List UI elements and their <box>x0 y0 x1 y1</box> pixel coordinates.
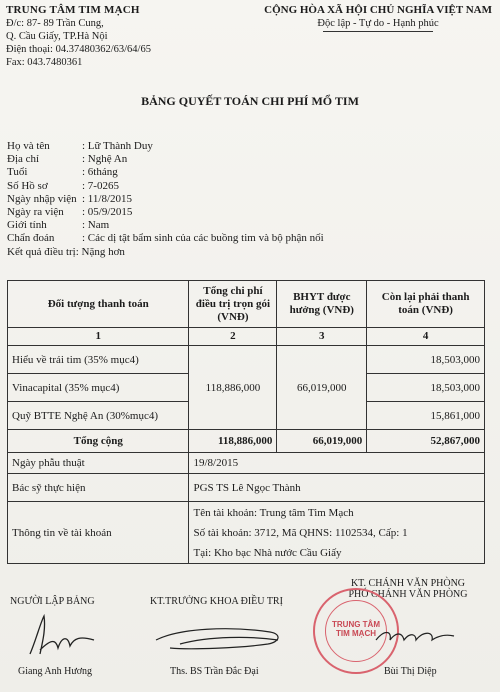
info-row <box>7 166 324 179</box>
stamp-line: TRUNG TÂM <box>332 620 380 629</box>
column-number: 4 <box>367 328 485 346</box>
org-phone: Điện thoại: 04.37480362/63/64/65 <box>6 44 151 55</box>
nation-motto: Độc lập - Tự do - Hạnh phúc <box>317 18 439 29</box>
info-value: : Nghệ An <box>82 153 128 166</box>
head-name: Ths. BS Trần Đắc Đại <box>170 666 259 677</box>
column-header: Đối tượng thanh toán <box>8 281 189 328</box>
column-header: BHYT được hưởng (VNĐ) <box>277 281 367 328</box>
payer-name: Vinacapital (35% mục4) <box>8 374 189 402</box>
insurance-cell: 66,019,000 <box>277 346 367 430</box>
info-label: Ngày nhập viện <box>7 192 77 205</box>
organization-header <box>6 4 151 69</box>
total-label: Tổng cộng <box>8 430 189 453</box>
office-signature <box>370 622 460 652</box>
info-label: Ngày ra viện <box>7 206 64 219</box>
column-header: Tổng chi phí điều trị trọn gói (VNĐ) <box>189 281 277 328</box>
doctor-label: Bác sỹ thực hiện <box>8 474 189 502</box>
total-remaining: 52,867,000 <box>367 430 485 453</box>
info-value: : 11/8/2015 <box>82 192 133 205</box>
total-row <box>8 430 485 453</box>
table-header-row <box>8 281 485 328</box>
info-label: Chẩn đoán <box>7 232 55 245</box>
payer-name: Hiểu về trái tim (35% mục4) <box>8 346 189 374</box>
remaining-amount: 15,861,000 <box>367 402 485 430</box>
document-title: BẢNG QUYẾT TOÁN CHI PHÍ MỔ TIM <box>141 94 359 108</box>
info-value: : 7-0265 <box>82 179 119 192</box>
preparer-role: NGƯỜI LẬP BẢNG <box>10 596 95 607</box>
org-address-2: Q. Cầu Giấy, TP.Hà Nội <box>6 31 108 42</box>
info-row <box>7 206 324 219</box>
preparer-name: Giang Anh Hương <box>18 666 93 677</box>
head-signature-block <box>150 596 283 607</box>
surgery-date: 19/8/2015 <box>189 453 485 474</box>
total-insurance: 66,019,000 <box>277 430 367 453</box>
column-number: 3 <box>277 328 367 346</box>
column-number: 1 <box>8 328 189 346</box>
column-number-row <box>8 328 485 346</box>
nation-name: CỘNG HÒA XÃ HỘI CHỦ NGHĨA VIỆT NAM <box>264 4 492 16</box>
column-header: Còn lại phải thanh toán (VNĐ) <box>367 281 485 328</box>
preparer-signature-block <box>10 596 95 607</box>
treatment-result: Kết quả điều trị: Nặng hơn <box>7 245 125 258</box>
total-cost-cell: 118,886,000 <box>189 346 277 430</box>
info-row <box>7 153 324 166</box>
info-label: Tuổi <box>7 166 28 179</box>
info-value: : Nam <box>82 219 110 232</box>
doctor-row <box>8 474 485 502</box>
payer-name: Quỹ BTTE Nghệ An (30%mục4) <box>8 402 189 430</box>
info-row <box>7 193 324 206</box>
remaining-amount: 18,503,000 <box>367 346 485 374</box>
stamp-line: TIM MẠCH <box>336 629 376 638</box>
account-info <box>189 502 485 564</box>
info-label: Số Hồ sơ <box>7 179 48 192</box>
info-row <box>7 232 324 245</box>
column-number: 2 <box>189 328 277 346</box>
doctor-name: PGS TS Lê Ngọc Thành <box>189 474 485 502</box>
info-label: Giới tính <box>7 219 47 232</box>
info-value: : 6tháng <box>82 166 118 179</box>
info-value: : Lữ Thành Duy <box>82 140 153 152</box>
account-label: Thông tin về tài khoản <box>8 502 189 564</box>
office-role-1: KT. CHÁNH VĂN PHÒNG <box>350 578 466 589</box>
motto-underline <box>323 31 433 32</box>
info-label: Địa chỉ <box>7 153 40 166</box>
settlement-table <box>7 280 485 564</box>
account-row <box>8 502 485 564</box>
account-line: Số tài khoản: 3712, Mã QHNS: 1102534, Cấp: 1 <box>193 526 408 539</box>
info-row <box>7 140 324 153</box>
remaining-amount: 18,503,000 <box>367 374 485 402</box>
info-value: : Các dị tật bẩm sinh của các buồng tim và bộ phận nối <box>82 232 324 245</box>
surgery-date-row <box>8 453 485 474</box>
info-label: Họ và tên <box>7 140 50 152</box>
head-role: KT.TRƯỞNG KHOA ĐIỀU TRỊ <box>150 596 283 607</box>
info-value: : 05/9/2015 <box>82 206 133 219</box>
org-name: TRUNG TÂM TIM MẠCH <box>6 4 140 16</box>
office-name: Bùi Thị Diệp <box>384 666 437 677</box>
total-cost: 118,886,000 <box>189 430 277 453</box>
info-row <box>7 219 324 232</box>
account-line: Tên tài khoản: Trung tâm Tim Mạch <box>193 506 354 519</box>
info-row <box>7 180 324 193</box>
patient-info <box>7 140 324 259</box>
org-address-1: Đ/c: 87- 89 Trần Cung, <box>6 18 104 29</box>
preparer-signature <box>22 610 102 660</box>
office-role-2: PHÓ CHÁNH VĂN PHÒNG <box>348 589 468 600</box>
org-fax: Fax: 043.7480361 <box>6 57 83 68</box>
surgery-date-label: Ngày phẫu thuật <box>8 453 189 474</box>
table-row <box>8 346 485 374</box>
account-line: Tại: Kho bạc Nhà nước Cầu Giấy <box>193 546 342 559</box>
nation-header <box>264 4 492 32</box>
head-signature <box>150 618 290 660</box>
